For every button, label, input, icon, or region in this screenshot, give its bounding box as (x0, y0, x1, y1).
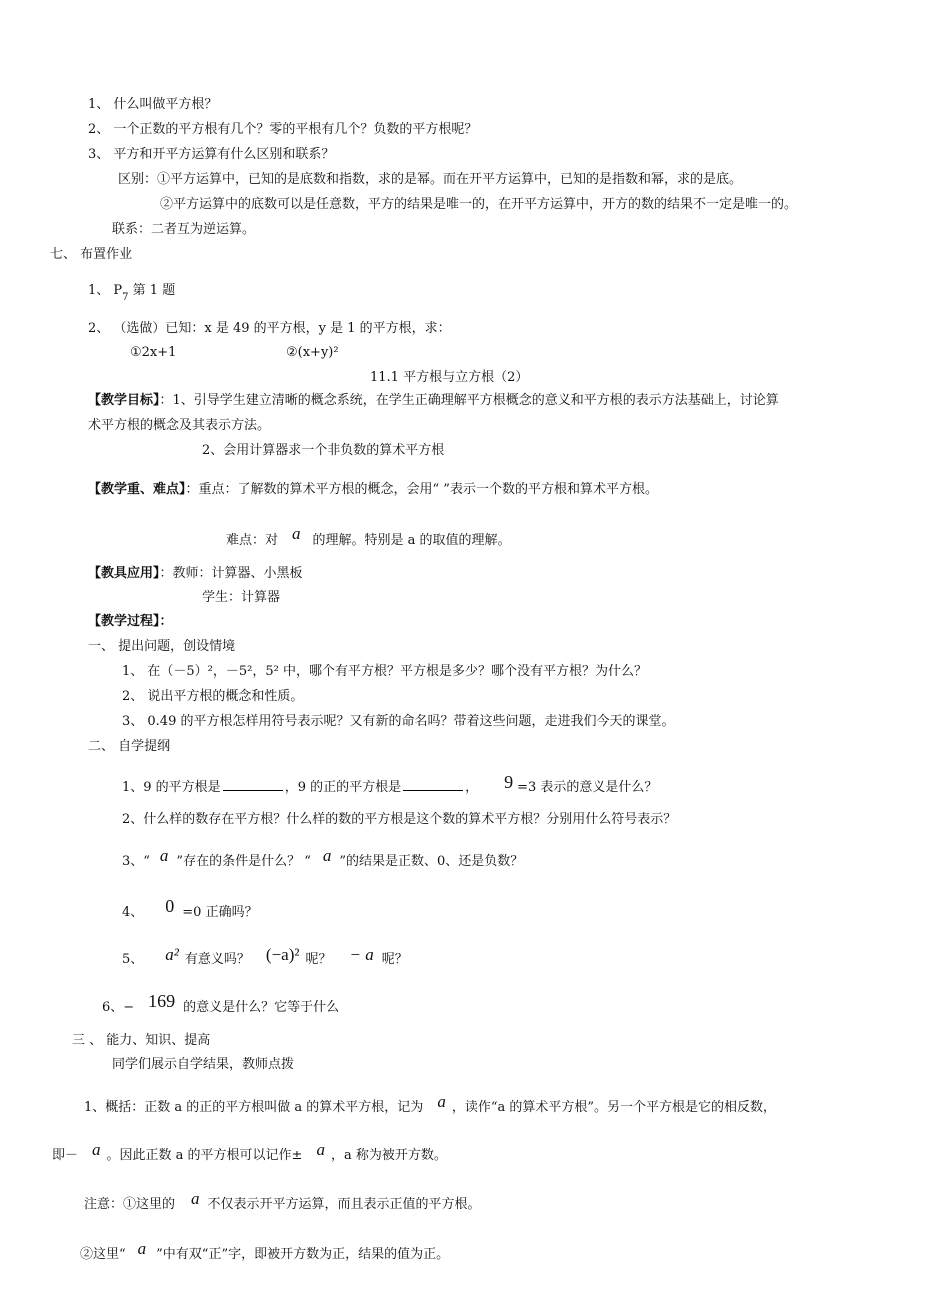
lesson-title: 11.1 平方根与立方根（2） (370, 370, 529, 385)
review-difference-1: 区别：①平方运算中，已知的是底数和指数，求的是幂。而在开平方运算中，已知的是指数和幂，求的是底。 (118, 172, 743, 187)
section-2-item-5-a: 5、 (122, 952, 144, 967)
difficulty-line (226, 524, 511, 549)
section-3-paragraph-2-a: 即－ (52, 1148, 79, 1163)
section-2-item-3-c: ”的结果是正数、0、还是负数？ (339, 854, 524, 869)
sqrt-a-squared-symbol: a² (165, 945, 179, 964)
section-3-heading: 三 、 能力、知识、提高 (72, 1033, 211, 1048)
section-2-item-3-a: 3、“ (122, 854, 150, 869)
sqrt-a-symbol: a (137, 1239, 147, 1258)
section-2-item-4-b: =0 正确吗？ (182, 905, 258, 920)
sqrt-a-symbol: a (437, 1092, 446, 1111)
section-1-item-1: 1、 在（－5）²，－5²，5² 中，哪个有平方根？平方根是多少？哪个没有平方根？为什么？ (122, 664, 647, 679)
sqrt-a-symbol: a (322, 846, 332, 865)
section-3-paragraph-2 (52, 1140, 447, 1164)
tools-student: 学生：计算器 (202, 590, 281, 605)
section-3-paragraph-2-b: 。因此正数 a 的平方根可以记作± (106, 1148, 303, 1163)
sqrt-a-symbol: a (292, 524, 301, 543)
section-3-paragraph-2-c: ，a 称为被开方数。 (330, 1148, 447, 1163)
section-2-item-5-c: 呢？ (305, 952, 332, 967)
difficulty-suffix: 的理解。特别是 a 的取值的理解。 (312, 533, 511, 548)
sqrt-a-symbol: a (191, 1189, 200, 1208)
difficulty-prefix: 难点：对 (226, 533, 279, 548)
section-3-note-1-b: 不仅表示开平方运算，而且表示正值的平方根。 (207, 1197, 481, 1212)
section-3-paragraph-1 (84, 1092, 776, 1116)
review-difference-2: ②平方运算中的底数可以是任意数，平方的结果是唯一的，在开平方运算中，开方的数的结果不一定是唯一的。 (160, 197, 798, 212)
sqrt-neg-a-squared-symbol: (−a)² (265, 945, 300, 964)
sqrt-0-symbol: 0 (165, 896, 175, 916)
answer-blank-2 (403, 778, 463, 791)
section-3-note-1 (84, 1189, 481, 1213)
homework-item-1 (88, 283, 176, 303)
key-points-label: 【教学重、难点】 (88, 482, 186, 497)
process-line (88, 614, 173, 630)
key-points-text: ：重点：了解数的算术平方根的概念，会用“ ”表示一个数的平方根和算术平方根。 (185, 482, 658, 497)
section-1-item-2: 2、 说出平方根的概念和性质。 (122, 689, 304, 704)
section-2-item-4 (122, 896, 258, 921)
section-2-item-3 (122, 846, 524, 870)
section-3-paragraph-1-a: 1、概括：正数 a 的正的平方根叫做 a 的算术平方根，记为 (84, 1100, 424, 1115)
review-q3: 3、 平方和开平方运算有什么区别和联系？ (88, 147, 335, 162)
section-1-heading: 一、 提出问题，创设情境 (88, 639, 236, 654)
sqrt-a-symbol: a (159, 846, 169, 865)
homework-heading: 七、 布置作业 (50, 247, 133, 262)
process-colon: ： (159, 614, 173, 629)
section-2-item-5-d: 呢？ (381, 952, 408, 967)
homework-item-2-a: ①2x+1 (130, 345, 177, 360)
key-points-line (88, 482, 658, 498)
section-2-item-5 (122, 945, 408, 968)
teaching-goal-line-2: 术平方根的概念及其表示方法。 (88, 418, 271, 433)
homework-item-2: 2、 （选做）已知：x 是 49 的平方根，y 是 1 的平方根，求： (88, 321, 451, 336)
section-3-paragraph-1-b: ，读作“a 的算术平方根”。另一个平方根是它的相反数， (451, 1100, 776, 1115)
tools-label: 【教具应用】 (88, 566, 160, 581)
section-3-intro: 同学们展示自学结果，教师点拨 (112, 1057, 295, 1072)
sqrt-9-symbol: 9 (504, 772, 514, 792)
section-2-item-6-a: 6、− (102, 1000, 135, 1015)
review-q1: 1、 什么叫做平方根？ (88, 97, 218, 112)
section-2-item-2: 2、什么样的数存在平方根？什么样的数的平方根是这个数的算术平方根？分别用什么符号表示？ (122, 812, 677, 827)
homework-item-1-subscript: 7 (122, 292, 129, 303)
sqrt-a-symbol: a (316, 1140, 325, 1159)
sqrt-a-symbol: a (92, 1140, 101, 1159)
section-2-item-5-b: 有意义吗？ (184, 952, 250, 967)
tools-line (88, 566, 303, 582)
neg-sqrt-a-symbol: − a (349, 945, 374, 964)
section-1-item-3: 3、 0.49 的平方根怎样用符号表示呢？又有新的命名吗？带着这些问题，走进我们今天的课堂。 (122, 714, 675, 729)
section-3-note-2-b: ”中有双“正”字，即被开方数为正，结果的值为正。 (156, 1247, 450, 1262)
section-3-note-2 (80, 1239, 450, 1263)
tools-teacher: ：教师：计算器、小黑板 (159, 566, 303, 581)
section-2-item-3-b: ”存在的条件是什么？ “ (176, 854, 311, 869)
review-q2: 2、 一个正数的平方根有几个？零的平根有几个？负数的平方根呢？ (88, 122, 478, 137)
process-label: 【教学过程】 (88, 614, 160, 629)
homework-item-2-b: ②(x+y)² (286, 345, 339, 360)
section-2-item-1-c: ， (465, 780, 479, 795)
sqrt-169-symbol: 169 (148, 991, 176, 1011)
teaching-goal-label: 【教学目标】 (88, 393, 160, 408)
section-3-note-1-a: 注意：①这里的 (84, 1197, 176, 1212)
section-2-item-6-b: 的意义是什么？它等于什么 (183, 1000, 340, 1015)
teaching-goal-line-3: 2、会用计算器求一个非负数的算术平方根 (202, 443, 445, 458)
homework-item-1-suffix: 第 1 题 (128, 283, 176, 298)
review-connection: 联系：二者互为逆运算。 (112, 222, 256, 237)
section-2-item-1-d: =3 表示的意义是什么？ (517, 780, 658, 795)
teaching-goal-text-1: ：1、引导学生建立清晰的概念系统，在学生正确理解平方根概念的意义和平方根的表示方法基础上，讨论算 (159, 393, 779, 408)
section-2-item-6 (102, 991, 340, 1016)
section-2-item-1-a: 1、9 的平方根是 (122, 780, 221, 795)
section-2-heading: 二、 自学提纲 (88, 739, 171, 754)
teaching-goal-line-1 (88, 393, 779, 409)
section-2-item-1 (122, 772, 658, 796)
section-3-note-2-a: ②这里“ (80, 1247, 126, 1262)
section-2-item-4-a: 4、 (122, 905, 144, 920)
answer-blank-1 (223, 778, 283, 791)
section-2-item-1-b: ，9 的正的平方根是 (284, 780, 402, 795)
homework-item-1-prefix: 1、 P (88, 283, 123, 298)
